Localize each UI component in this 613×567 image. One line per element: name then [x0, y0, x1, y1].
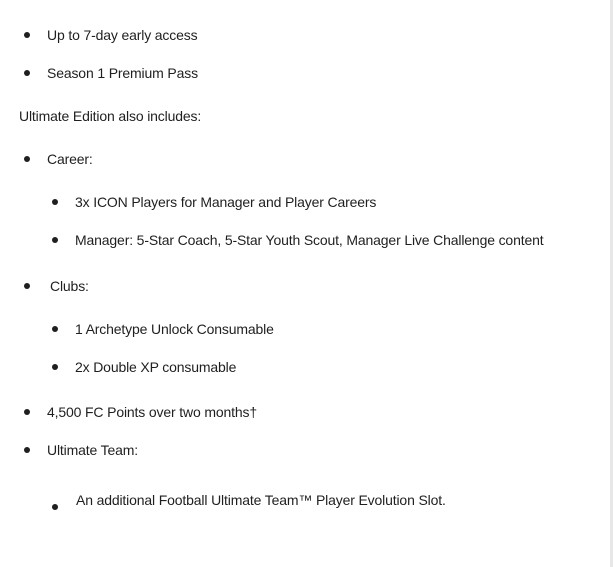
list-item-fc-points: 4,500 FC Points over two months† — [47, 404, 257, 420]
bullet-dot — [24, 409, 30, 415]
bullet-dot — [24, 156, 30, 162]
list-item-career: Career: — [47, 151, 93, 167]
bullet-dot — [52, 504, 58, 510]
bullet-dot — [24, 70, 30, 76]
list-item-premium-pass: Season 1 Premium Pass — [47, 65, 198, 81]
sub-item-evolution-slot: An additional Football Ultimate Team™ Player Evolution Slot. — [76, 492, 446, 508]
sub-item-manager: Manager: 5-Star Coach, 5-Star Youth Scout, Manager Live Challenge content — [75, 232, 544, 248]
sub-item-archetype-unlock: 1 Archetype Unlock Consumable — [75, 321, 274, 337]
bullet-dot — [52, 237, 58, 243]
sub-item-double-xp: 2x Double XP consumable — [75, 359, 237, 375]
bullet-dot — [52, 199, 58, 205]
bullet-dot — [24, 32, 30, 38]
list-item-clubs: Clubs: — [50, 278, 89, 294]
bullet-dot — [24, 447, 30, 453]
bullet-dot — [52, 364, 58, 370]
sub-item-icon-players: 3x ICON Players for Manager and Player Careers — [75, 194, 377, 210]
bullet-dot — [52, 326, 58, 332]
list-item-early-access: Up to 7-day early access — [47, 27, 198, 43]
ultimate-edition-heading: Ultimate Edition also includes: — [19, 108, 202, 124]
list-item-ultimate-team: Ultimate Team: — [47, 442, 139, 458]
bullet-dot — [24, 283, 30, 289]
